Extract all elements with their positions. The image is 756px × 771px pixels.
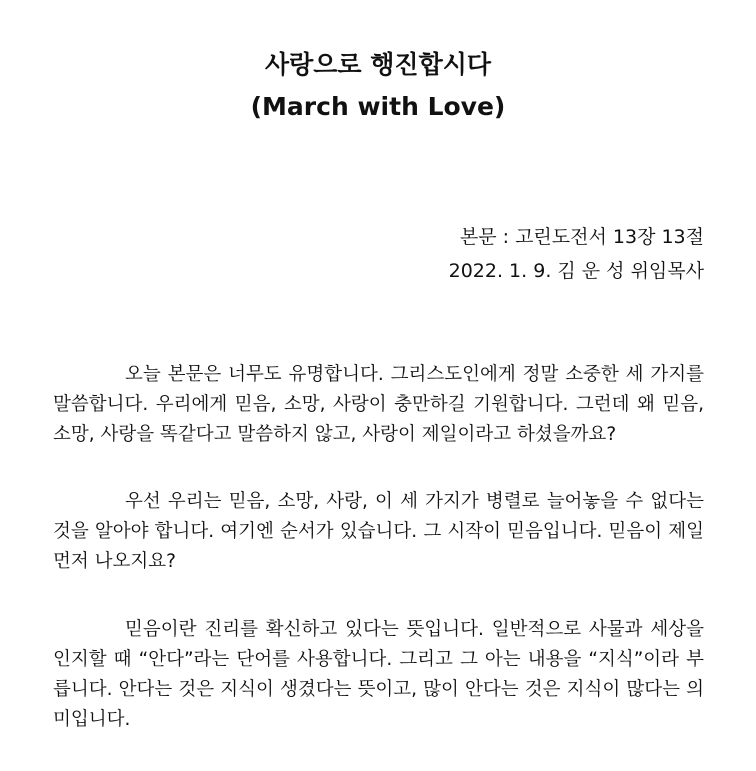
sermon-title-english: (March with Love) bbox=[250, 92, 506, 121]
body-paragraph-2: 우선 우리는 믿음, 소망, 사랑, 이 세 가지가 병렬로 늘어놓을 수 없다는 것을 알아야 합니다. 여기엔 순서가 있습니다. 그 시작이 믿음입니다. 믿음이 제일 먼저 나오지요? bbox=[53, 491, 704, 572]
body-paragraph-3: 믿음이란 진리를 확신하고 있다는 뜻입니다. 일반적으로 사물과 세상을 인지할 때 “안다”라는 단어를 사용합니다. 그리고 그 아는 내용을 “지식”이라 부릅니다. 안다는 것은 지식이 생겼다는 뜻이고, 많이 안다는 것은 지식이 많다는 의미입니다. bbox=[53, 619, 704, 730]
body-paragraph-1: 오늘 본문은 너무도 유명합니다. 그리스도인에게 정말 소중한 세 가지를 말씀합니다. 우리에게 믿음, 소망, 사랑이 충만하길 기원합니다. 그런데 왜 믿음, 소망, 사랑을 똑같다고 말씀하지 않고, 사랑이 제일이라고 하셨을까요? bbox=[53, 364, 704, 445]
date-and-author: 2022. 1. 9. 김 운 성 위임목사 bbox=[448, 260, 704, 282]
sermon-title-korean: 사랑으로 행진합시다 bbox=[264, 50, 492, 79]
scripture-reference: 본문 : 고린도전서 13장 13절 bbox=[459, 226, 704, 248]
